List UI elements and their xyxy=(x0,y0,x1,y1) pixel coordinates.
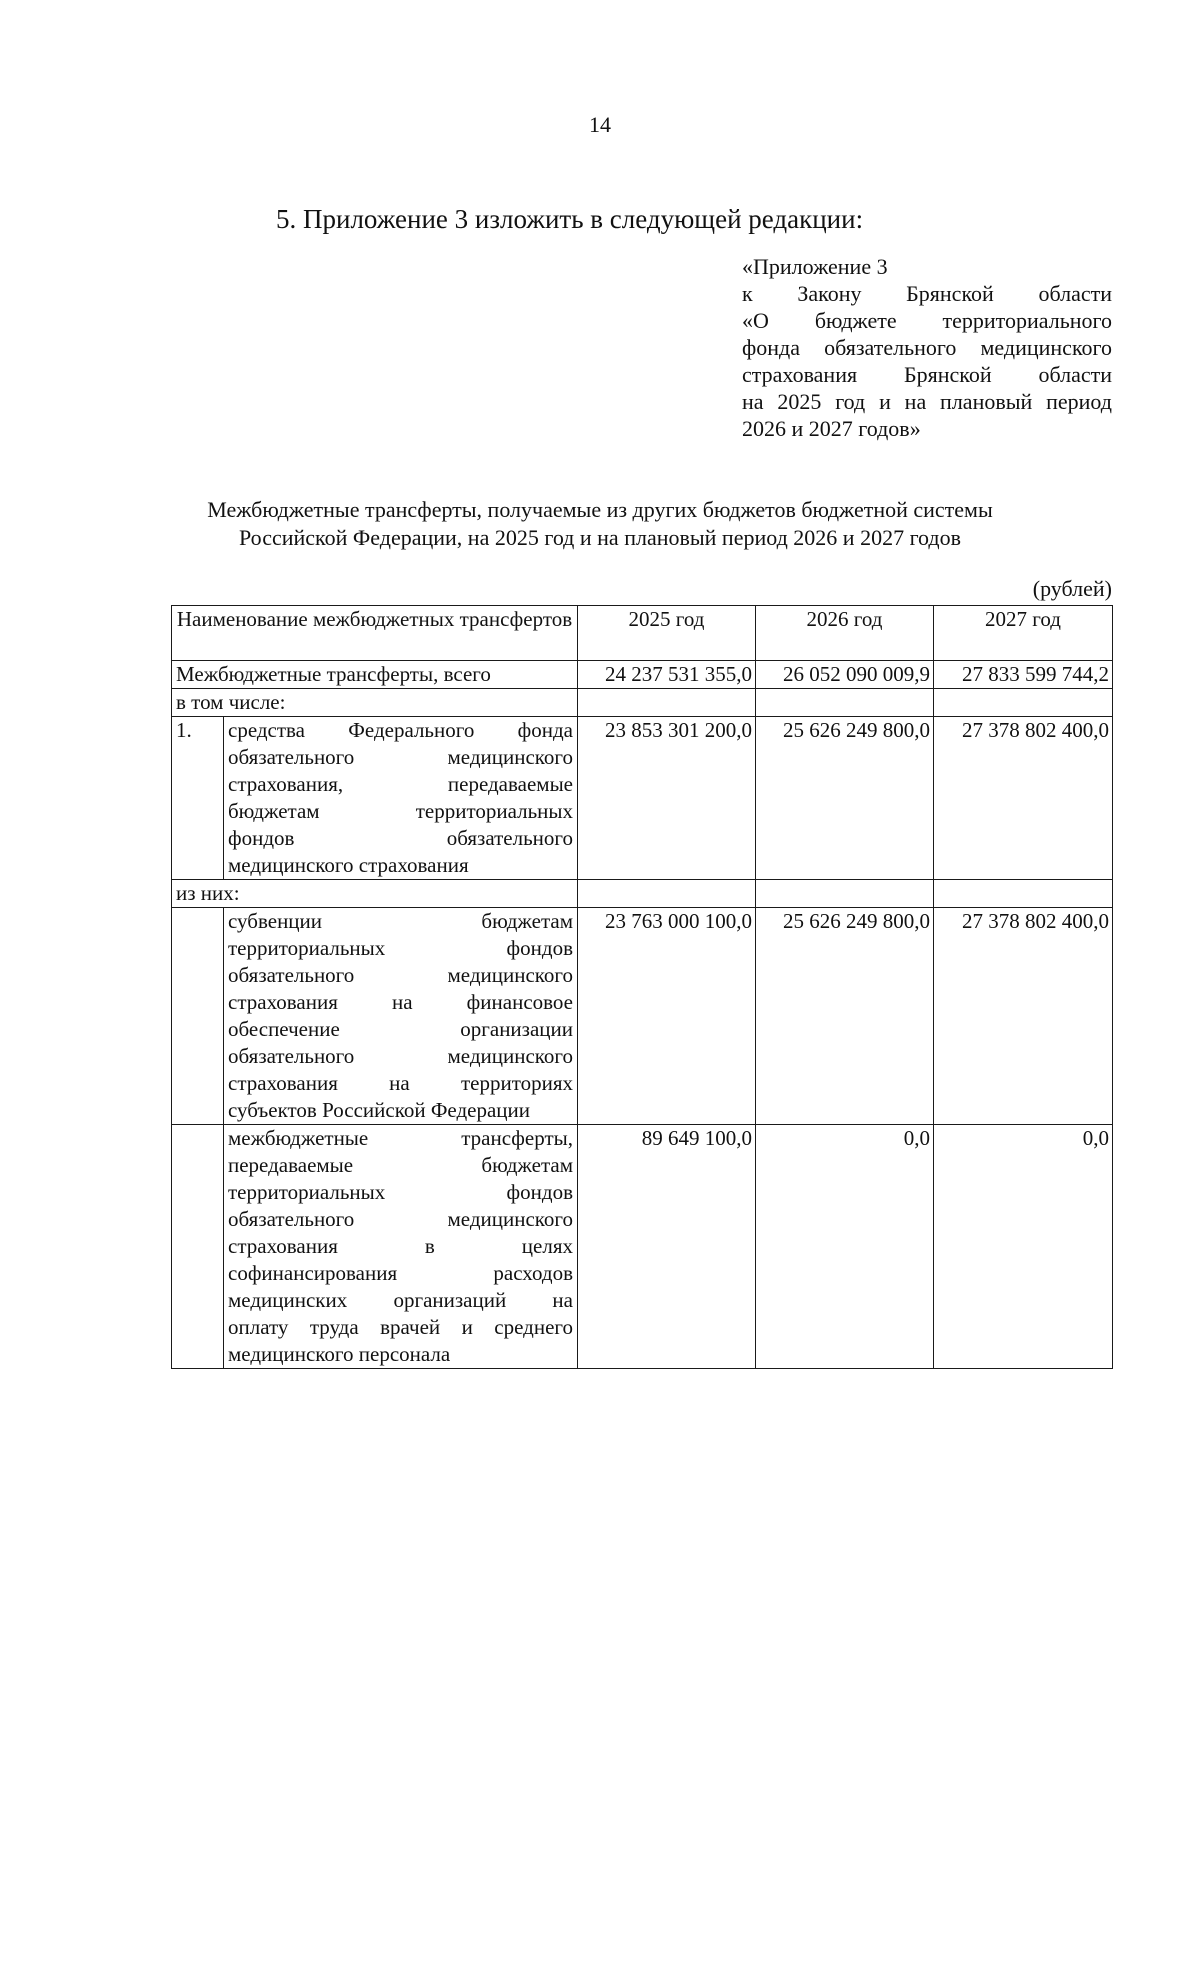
description-line: страхования в целях xyxy=(228,1234,573,1258)
appendix-line: 2026 и 2027 годов» xyxy=(742,416,921,441)
total-2025: 24 237 531 355,0 xyxy=(578,661,756,689)
cofinancing-2025: 89 649 100,0 xyxy=(578,1125,756,1369)
table-row-cofinancing xyxy=(172,1125,1113,1369)
header-2027: 2027 год xyxy=(934,606,1113,661)
federal-fund-2026: 25 626 249 800,0 xyxy=(756,717,934,880)
appendix-line: на 2025 год и на плановый период xyxy=(742,389,1112,414)
empty-cell xyxy=(934,880,1113,908)
table-row-federal-fund xyxy=(172,717,1113,880)
description-line: софинансирования расходов xyxy=(228,1261,573,1285)
table-header-row xyxy=(172,606,1113,661)
description-line: территориальных фондов xyxy=(228,936,573,960)
description-line: медицинского персонала xyxy=(228,1342,451,1366)
empty-cell xyxy=(172,1125,224,1369)
description-line: страхования, передаваемые xyxy=(228,772,573,796)
cofinancing-description xyxy=(224,1125,578,1369)
amendment-intro: 5. Приложение 3 изложить в следующей редакции: xyxy=(276,204,864,234)
subventions-description xyxy=(224,908,578,1125)
row-index: 1. xyxy=(172,717,224,880)
page-number: 14 xyxy=(589,112,611,137)
total-label: Межбюджетные трансферты, всего xyxy=(172,661,578,689)
description-line: обязательного медицинского xyxy=(228,1207,573,1231)
description-line: межбюджетные трансферты, xyxy=(228,1126,573,1150)
description-line: бюджетам территориальных xyxy=(228,799,573,823)
federal-fund-2025: 23 853 301 200,0 xyxy=(578,717,756,880)
empty-cell xyxy=(578,880,756,908)
description-line: средства Федерального фонда xyxy=(228,718,573,742)
appendix-line: страхования Брянской области xyxy=(742,362,1112,387)
subventions-2026: 25 626 249 800,0 xyxy=(756,908,934,1125)
subventions-2025: 23 763 000 100,0 xyxy=(578,908,756,1125)
table-title xyxy=(150,496,1050,552)
appendix-heading xyxy=(742,253,1112,442)
description-line: субъектов Российской Федерации xyxy=(228,1098,531,1122)
table-row-total xyxy=(172,661,1113,689)
empty-cell xyxy=(756,689,934,717)
description-line: фондов обязательного xyxy=(228,826,573,850)
header-name: Наименование межбюджетных трансфертов xyxy=(172,606,578,661)
description-line: обязательного медицинского xyxy=(228,963,573,987)
total-2027: 27 833 599 744,2 xyxy=(934,661,1113,689)
empty-cell xyxy=(934,689,1113,717)
description-line: субвенции бюджетам xyxy=(228,909,573,933)
cofinancing-2027: 0,0 xyxy=(934,1125,1113,1369)
empty-cell xyxy=(756,880,934,908)
cofinancing-2026: 0,0 xyxy=(756,1125,934,1369)
table-title-line: Межбюджетные трансферты, получаемые из других бюджетов бюджетной системы xyxy=(207,497,993,522)
table-row-subventions xyxy=(172,908,1113,1125)
appendix-line: к Закону Брянской области xyxy=(742,281,1112,306)
description-line: обязательного медицинского xyxy=(228,745,573,769)
transfers-table xyxy=(171,605,1113,1369)
subventions-2027: 27 378 802 400,0 xyxy=(934,908,1113,1125)
description-line: обеспечение организации xyxy=(228,1017,573,1041)
appendix-line: «Приложение 3 xyxy=(742,254,888,279)
federal-fund-2027: 27 378 802 400,0 xyxy=(934,717,1113,880)
description-line: обязательного медицинского xyxy=(228,1044,573,1068)
description-line: медицинского страхования xyxy=(228,853,469,877)
appendix-line: фонда обязательного медицинского xyxy=(742,335,1112,360)
description-line: медицинских организаций на xyxy=(228,1288,573,1312)
table-title-line: Российской Федерации, на 2025 год и на плановый период 2026 и 2027 годов xyxy=(238,525,961,550)
of-which-label: из них: xyxy=(172,880,578,908)
description-line: оплату труда врачей и среднего xyxy=(228,1315,573,1339)
total-2026: 26 052 090 009,9 xyxy=(756,661,934,689)
empty-cell xyxy=(172,908,224,1125)
header-2025: 2025 год xyxy=(578,606,756,661)
table-row-of-which xyxy=(172,880,1113,908)
description-line: страхования на территориях xyxy=(228,1071,573,1095)
description-line: передаваемые бюджетам xyxy=(228,1153,573,1177)
appendix-line: «О бюджете территориального xyxy=(742,308,1112,333)
including-label: в том числе: xyxy=(172,689,578,717)
federal-fund-description xyxy=(224,717,578,880)
empty-cell xyxy=(578,689,756,717)
description-line: территориальных фондов xyxy=(228,1180,573,1204)
description-line: страхования на финансовое xyxy=(228,990,573,1014)
units-label: (рублей) xyxy=(1032,576,1112,601)
table-row-including xyxy=(172,689,1113,717)
header-2026: 2026 год xyxy=(756,606,934,661)
